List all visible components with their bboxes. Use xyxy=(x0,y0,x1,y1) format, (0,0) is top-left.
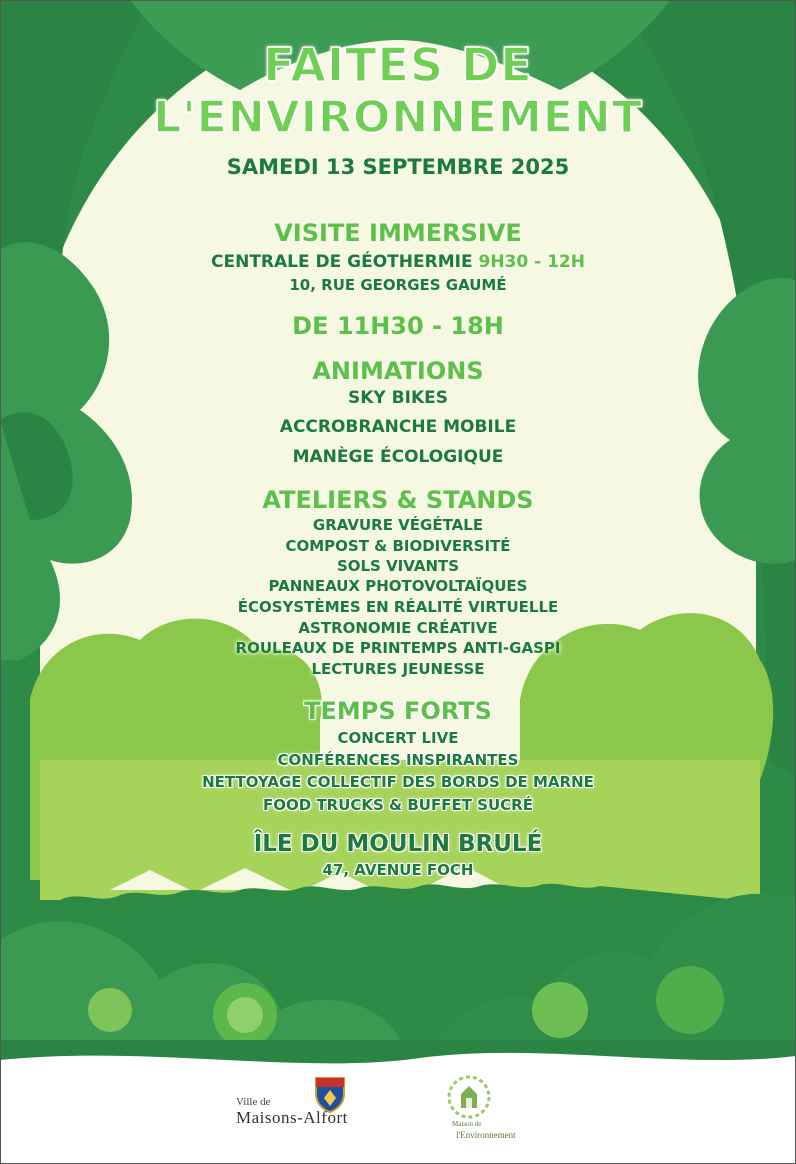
atelier-item: GRAVURE VÉGÉTALE xyxy=(312,516,484,534)
temps-fort-item: CONFÉRENCES INSPIRANTES xyxy=(277,751,519,769)
maison-name: l'Environnement xyxy=(456,1130,516,1140)
visite-place: CENTRALE DE GÉOTHERMIE xyxy=(211,252,473,272)
animation-item: MANÈGE ÉCOLOGIQUE xyxy=(292,447,504,467)
venue-name: ÎLE DU MOULIN BRULÉ xyxy=(253,831,543,857)
atelier-item: PANNEAUX PHOTOVOLTAÏQUES xyxy=(268,577,528,595)
city-label-small: Ville de xyxy=(236,1096,271,1108)
atelier-item: ROULEAUX DE PRINTEMPS ANTI-GASPI xyxy=(235,639,561,657)
animations-heading: ANIMATIONS xyxy=(312,357,484,385)
venue-address: 47, AVENUE FOCH xyxy=(322,861,474,879)
event-date: SAMEDI 13 SEPTEMBRE 2025 xyxy=(226,155,570,179)
ateliers-heading: ATELIERS & STANDS xyxy=(262,486,534,514)
atelier-item: COMPOST & BIODIVERSITÉ xyxy=(285,537,511,555)
visite-heading: VISITE IMMERSIVE xyxy=(274,219,522,247)
partner-footer xyxy=(0,1070,796,1164)
temps-forts-heading: TEMPS FORTS xyxy=(304,697,492,725)
animation-item: SKY BIKES xyxy=(348,388,448,408)
title-line-2: L'ENVIRONNEMENT xyxy=(153,92,643,143)
temps-fort-item: CONCERT LIVE xyxy=(337,729,459,747)
main-hours: DE 11H30 - 18H xyxy=(292,312,504,340)
atelier-item: ASTRONOMIE CRÉATIVE xyxy=(298,619,498,637)
atelier-item: SOLS VIVANTS xyxy=(336,557,460,575)
temps-fort-item: FOOD TRUCKS & BUFFET SUCRÉ xyxy=(263,796,533,814)
city-name: Maisons-Alfort xyxy=(236,1108,348,1127)
atelier-item: ÉCOSYSTÈMES EN RÉALITÉ VIRTUELLE xyxy=(237,598,559,616)
animation-item: ACCROBRANCHE MOBILE xyxy=(279,417,517,437)
visite-hours: 9H30 - 12H xyxy=(478,252,585,272)
title-line-1: FAITES DE xyxy=(263,38,533,92)
maison-label-small: Maison de xyxy=(452,1120,482,1128)
atelier-item: LECTURES JEUNESSE xyxy=(311,660,485,678)
visite-place-line xyxy=(0,252,796,272)
maison-environnement-logo-icon xyxy=(446,1074,492,1120)
temps-fort-item: NETTOYAGE COLLECTIF DES BORDS DE MARNE xyxy=(202,773,594,791)
visite-address: 10, RUE GEORGES GAUMÉ xyxy=(289,276,507,294)
